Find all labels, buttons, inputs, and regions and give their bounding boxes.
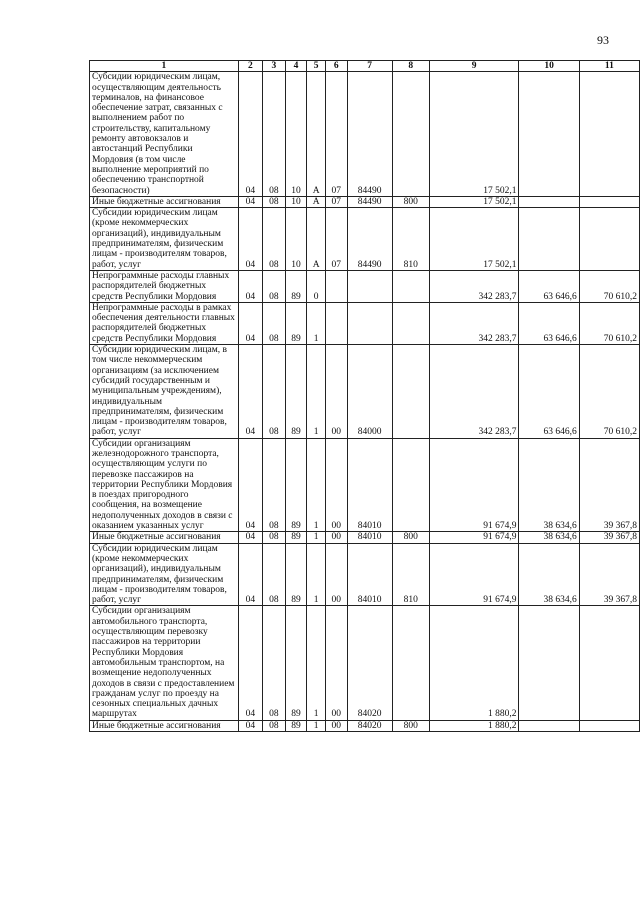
row-description: Иные бюджетные ассигнования (90, 532, 239, 543)
cell-c6: 00 (325, 606, 347, 720)
cell-c2: 04 (238, 720, 262, 731)
column-header: 2 (238, 61, 262, 72)
cell-c6: 00 (325, 532, 347, 543)
cell-c10: 38 634,6 (519, 543, 579, 606)
cell-c11: 39 367,8 (579, 543, 639, 606)
cell-c7: 84020 (347, 606, 392, 720)
cell-c3: 08 (263, 208, 286, 271)
table-row (90, 196, 640, 207)
cell-c5: 1 (307, 720, 326, 731)
cell-c8 (392, 438, 429, 532)
cell-c2: 04 (238, 270, 262, 302)
cell-c9: 1 880,2 (429, 606, 519, 720)
cell-c11: 39 367,8 (579, 532, 639, 543)
cell-c5: 1 (307, 302, 326, 344)
cell-c2: 04 (238, 302, 262, 344)
cell-c7: 84490 (347, 196, 392, 207)
cell-c3: 08 (263, 532, 286, 543)
cell-c8: 800 (392, 720, 429, 731)
row-description: Субсидии юридическим лицам (кроме некоммерческих организаций), индивидуальным предпринимателям, физическим лицам - производителям товаров, работ, услуг (90, 543, 239, 606)
cell-c8 (392, 72, 429, 197)
budget-table (89, 60, 640, 732)
cell-c10: 63 646,6 (519, 302, 579, 344)
table-row (90, 345, 640, 439)
cell-c10 (519, 208, 579, 271)
cell-c9: 17 502,1 (429, 196, 519, 207)
cell-c10: 38 634,6 (519, 532, 579, 543)
cell-c4: 89 (285, 270, 307, 302)
cell-c5: 1 (307, 543, 326, 606)
cell-c2: 04 (238, 345, 262, 439)
cell-c7: 84010 (347, 438, 392, 532)
cell-c3: 08 (263, 543, 286, 606)
cell-c4: 89 (285, 606, 307, 720)
column-header: 10 (519, 61, 579, 72)
cell-c10: 63 646,6 (519, 270, 579, 302)
cell-c9: 342 283,7 (429, 270, 519, 302)
cell-c3: 08 (263, 345, 286, 439)
cell-c9: 1 880,2 (429, 720, 519, 731)
cell-c9: 91 674,9 (429, 438, 519, 532)
cell-c3: 08 (263, 606, 286, 720)
cell-c11: 70 610,2 (579, 270, 639, 302)
cell-c7: 84490 (347, 72, 392, 197)
cell-c6: 07 (325, 196, 347, 207)
cell-c6: 00 (325, 543, 347, 606)
column-header: 11 (579, 61, 639, 72)
table-body (90, 61, 640, 732)
cell-c2: 04 (238, 532, 262, 543)
cell-c8 (392, 270, 429, 302)
cell-c5: 0 (307, 270, 326, 302)
cell-c3: 08 (263, 438, 286, 532)
column-header: 1 (90, 61, 239, 72)
cell-c6: 07 (325, 72, 347, 197)
cell-c4: 89 (285, 543, 307, 606)
row-description: Непрограммные расходы в рамках обеспечения деятельности главных распорядителей бюджетных средств Республики Мордовия (90, 302, 239, 344)
cell-c4: 10 (285, 72, 307, 197)
cell-c11 (579, 720, 639, 731)
cell-c5: 1 (307, 606, 326, 720)
cell-c4: 89 (285, 302, 307, 344)
cell-c8 (392, 302, 429, 344)
cell-c6: 07 (325, 208, 347, 271)
cell-c4: 89 (285, 720, 307, 731)
table-row (90, 606, 640, 720)
row-description: Субсидии организациям автомобильного транспорта, осуществляющим перевозку пассажиров на территории Республики Мордовия автомобильным транспортом, на возмещение недополученных доходов в связи с предоставлением гражданам услуг по проезду на сезонных специальных дачных маршрутах (90, 606, 239, 720)
cell-c11 (579, 606, 639, 720)
cell-c11 (579, 72, 639, 197)
cell-c5: А (307, 72, 326, 197)
cell-c3: 08 (263, 196, 286, 207)
cell-c4: 10 (285, 196, 307, 207)
cell-c9: 17 502,1 (429, 72, 519, 197)
column-header: 6 (325, 61, 347, 72)
cell-c4: 89 (285, 532, 307, 543)
cell-c4: 10 (285, 208, 307, 271)
cell-c8 (392, 345, 429, 439)
table-row (90, 720, 640, 731)
cell-c7 (347, 302, 392, 344)
cell-c9: 342 283,7 (429, 302, 519, 344)
cell-c10 (519, 72, 579, 197)
cell-c4: 89 (285, 345, 307, 439)
cell-c10 (519, 720, 579, 731)
cell-c9: 91 674,9 (429, 543, 519, 606)
cell-c11: 70 610,2 (579, 345, 639, 439)
cell-c8: 800 (392, 532, 429, 543)
cell-c3: 08 (263, 72, 286, 197)
column-header: 5 (307, 61, 326, 72)
cell-c10: 38 634,6 (519, 438, 579, 532)
cell-c6 (325, 302, 347, 344)
row-description: Иные бюджетные ассигнования (90, 196, 239, 207)
table-row (90, 270, 640, 302)
column-header: 8 (392, 61, 429, 72)
cell-c3: 08 (263, 302, 286, 344)
row-description: Субсидии юридическим лицам (кроме некоммерческих организаций), индивидуальным предпринимателям, физическим лицам - производителям товаров, работ, услуг (90, 208, 239, 271)
cell-c10 (519, 196, 579, 207)
cell-c6: 00 (325, 720, 347, 731)
cell-c8: 800 (392, 196, 429, 207)
table-header-row (90, 61, 640, 72)
cell-c5: 1 (307, 532, 326, 543)
cell-c10 (519, 606, 579, 720)
cell-c2: 04 (238, 208, 262, 271)
cell-c2: 04 (238, 72, 262, 197)
row-description: Субсидии юридическим лицам, осуществляющим деятельность терминалов, на финансовое обеспечение затрат, связанных с выполнением работ по строительству, капитальному ремонту автовокзалов и автостанций Республики Мордовия (в том числе выполнение мероприятий по обеспечению транспортной безопасности) (90, 72, 239, 197)
cell-c3: 08 (263, 720, 286, 731)
cell-c3: 08 (263, 270, 286, 302)
cell-c2: 04 (238, 543, 262, 606)
cell-c6 (325, 270, 347, 302)
cell-c11 (579, 208, 639, 271)
cell-c7: 84020 (347, 720, 392, 731)
page-number: 93 (597, 33, 609, 47)
column-header: 7 (347, 61, 392, 72)
row-description: Непрограммные расходы главных распорядителей бюджетных средств Республики Мордовия (90, 270, 239, 302)
column-header: 3 (263, 61, 286, 72)
cell-c10: 63 646,6 (519, 345, 579, 439)
table-row (90, 208, 640, 271)
cell-c11: 39 367,8 (579, 438, 639, 532)
column-header: 9 (429, 61, 519, 72)
cell-c7: 84000 (347, 345, 392, 439)
row-description: Субсидии юридическим лицам, в том числе некоммерческим организациям (за исключением субсидий государственным и муниципальным учреждениям), индивидуальным предпринимателям, физическим лицам - производителям товаров, работ, услуг (90, 345, 239, 439)
table-row (90, 72, 640, 197)
cell-c4: 89 (285, 438, 307, 532)
cell-c6: 00 (325, 345, 347, 439)
cell-c5: А (307, 208, 326, 271)
cell-c5: А (307, 196, 326, 207)
cell-c2: 04 (238, 438, 262, 532)
cell-c5: 1 (307, 438, 326, 532)
cell-c11: 70 610,2 (579, 302, 639, 344)
cell-c2: 04 (238, 606, 262, 720)
row-description: Субсидии организациям железнодорожного транспорта, осуществляющим услуги по перевозке пассажиров на территории Республики Мордовия в поездах пригородного сообщения, на возмещение недополученных доходов в связи с оказанием указанных услуг (90, 438, 239, 532)
cell-c9: 342 283,7 (429, 345, 519, 439)
cell-c5: 1 (307, 345, 326, 439)
cell-c7: 84010 (347, 543, 392, 606)
cell-c6: 00 (325, 438, 347, 532)
cell-c8: 810 (392, 208, 429, 271)
table-row (90, 438, 640, 532)
cell-c7 (347, 270, 392, 302)
cell-c7: 84010 (347, 532, 392, 543)
cell-c9: 17 502,1 (429, 208, 519, 271)
row-description: Иные бюджетные ассигнования (90, 720, 239, 731)
cell-c7: 84490 (347, 208, 392, 271)
column-header: 4 (285, 61, 307, 72)
cell-c11 (579, 196, 639, 207)
cell-c9: 91 674,9 (429, 532, 519, 543)
table-row (90, 302, 640, 344)
table-row (90, 532, 640, 543)
cell-c2: 04 (238, 196, 262, 207)
cell-c8 (392, 606, 429, 720)
table-row (90, 543, 640, 606)
cell-c8: 810 (392, 543, 429, 606)
